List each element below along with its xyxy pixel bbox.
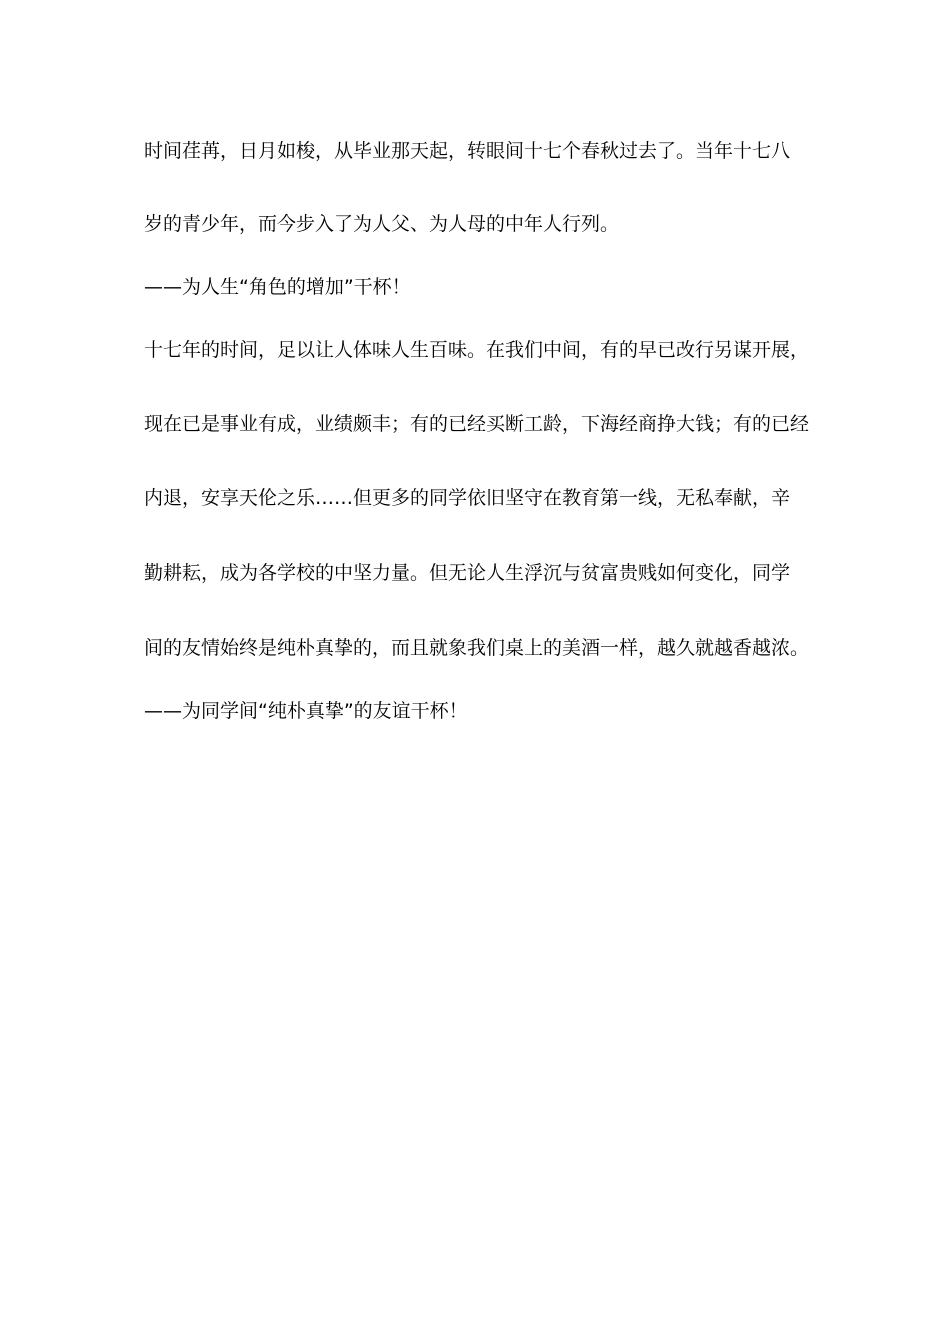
paragraph-1-line-1: 时间荏苒，日月如梭，从毕业那天起，转眼间十七个春秋过去了。当年十七八: [144, 140, 791, 162]
toast-line-1: ——为人生“角色的增加”干杯！: [144, 276, 411, 298]
toast-line-2: ——为同学间“纯朴真挚”的友谊干杯！: [144, 700, 468, 722]
paragraph-2-line-4: 勤耕耘，成为各学校的中坚力量。但无论人生浮沉与贫富贵贱如何变化，同学: [144, 562, 791, 584]
paragraph-2-line-5: 间的友情始终是纯朴真挚的，而且就象我们桌上的美酒一样，越久就越香越浓。: [144, 637, 810, 659]
paragraph-2-line-2: 现在已是事业有成，业绩颇丰；有的已经买断工龄，下海经商挣大钱；有的已经: [144, 413, 810, 435]
paragraph-2-line-1: 十七年的时间，足以让人体味人生百味。在我们中间，有的早已改行另谋开展，: [144, 339, 810, 361]
paragraph-2-line-3: 内退，安享天伦之乐……但更多的同学依旧坚守在教育第一线，无私奉献，辛: [144, 487, 791, 509]
paragraph-1-line-2: 岁的青少年，而今步入了为人父、为人母的中年人行列。: [144, 213, 620, 235]
